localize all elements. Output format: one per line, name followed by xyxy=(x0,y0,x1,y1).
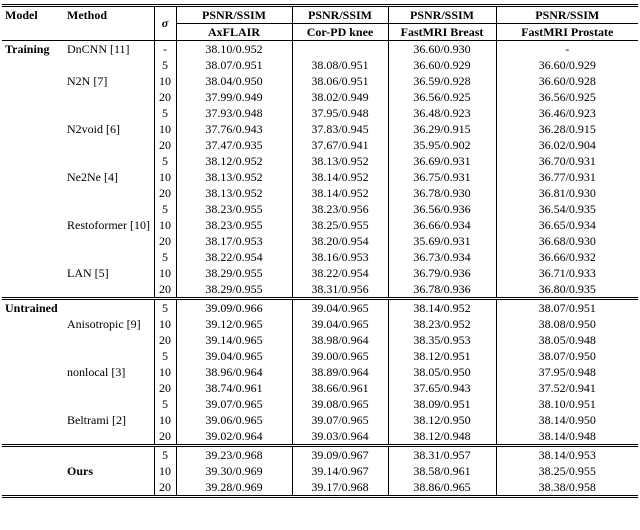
psnr-ssim-value: 38.10/0.952 xyxy=(176,41,292,58)
psnr-ssim-value: 38.31/0.957 xyxy=(388,446,496,464)
psnr-ssim-value: 38.16/0.953 xyxy=(292,249,388,265)
psnr-ssim-value: 36.60/0.930 xyxy=(388,41,496,58)
model-label xyxy=(2,233,64,249)
psnr-ssim-value: 37.95/0.948 xyxy=(538,364,596,379)
psnr-ssim-value: 39.03/0.964 xyxy=(292,428,388,446)
psnr-ssim-value: 36.66/0.934 xyxy=(388,217,496,233)
sigma-value: 20 xyxy=(154,479,176,497)
psnr-ssim-value: 38.98/0.964 xyxy=(292,332,388,348)
psnr-ssim-value: 38.13/0.952 xyxy=(176,185,292,201)
table-row xyxy=(2,479,638,497)
psnr-ssim-value: 38.29/0.955 xyxy=(176,281,292,299)
model-label xyxy=(2,121,64,137)
psnr-ssim-value: 38.20/0.954 xyxy=(292,233,388,249)
psnr-ssim-value: 36.65/0.934 xyxy=(538,217,596,232)
table-row xyxy=(2,233,638,249)
psnr-ssim-value: 39.14/0.967 xyxy=(292,463,388,479)
psnr-ssim-value: 36.54/0.935 xyxy=(538,201,596,216)
table-row xyxy=(2,332,638,348)
psnr-ssim-value: 38.14/0.948 xyxy=(538,428,596,443)
psnr-ssim-value: 36.69/0.931 xyxy=(388,153,496,169)
psnr-ssim-value: 36.60/0.929 xyxy=(538,57,596,72)
method-label: Ne2Ne [4] xyxy=(67,169,118,184)
sigma-value: 10 xyxy=(154,217,176,233)
method-label: DnCNN [11] xyxy=(67,41,130,56)
model-label xyxy=(2,185,64,201)
psnr-ssim-value: 36.66/0.932 xyxy=(538,249,596,264)
method-label xyxy=(64,479,154,497)
sigma-value: 20 xyxy=(154,380,176,396)
table-row xyxy=(2,201,638,217)
psnr-ssim-value: 38.08/0.950 xyxy=(538,316,596,331)
method-label: LAN [5] xyxy=(67,265,109,280)
model-label xyxy=(2,316,64,332)
method-label: Ours xyxy=(67,463,94,478)
psnr-ssim-value: 36.70/0.931 xyxy=(538,153,596,168)
model-label xyxy=(2,249,64,265)
psnr-ssim-value: 38.14/0.952 xyxy=(292,185,388,201)
psnr-ssim-value: 39.14/0.965 xyxy=(176,332,292,348)
psnr-ssim-value: 37.65/0.943 xyxy=(388,380,496,396)
model-label xyxy=(2,57,64,73)
table-row xyxy=(2,121,638,137)
psnr-ssim-value: 38.14/0.952 xyxy=(292,169,388,185)
sigma-value: 10 xyxy=(154,73,176,89)
sigma-value: 20 xyxy=(154,281,176,299)
psnr-ssim-value: 39.07/0.965 xyxy=(292,412,388,428)
col-header-sigma: σ xyxy=(154,6,176,41)
psnr-ssim-value: 38.25/0.955 xyxy=(538,463,596,478)
psnr-ssim-value: 36.29/0.915 xyxy=(388,121,496,137)
method-label xyxy=(64,105,154,121)
method-label xyxy=(64,185,154,201)
model-label xyxy=(2,73,64,89)
psnr-ssim-value: 38.14/0.953 xyxy=(538,447,596,462)
psnr-ssim-value: 38.35/0.953 xyxy=(388,332,496,348)
table-row xyxy=(2,316,638,332)
sigma-value: 20 xyxy=(154,137,176,153)
table-row xyxy=(2,41,638,58)
psnr-ssim-value: 36.60/0.929 xyxy=(388,57,496,73)
psnr-ssim-value: 39.09/0.967 xyxy=(292,446,388,464)
model-label xyxy=(2,428,64,446)
psnr-ssim-value: 39.06/0.965 xyxy=(176,412,292,428)
model-label xyxy=(2,348,64,364)
sigma-value: 10 xyxy=(154,316,176,332)
model-label xyxy=(2,105,64,121)
method-label: N2N [7] xyxy=(67,73,108,88)
col-header-model: Model xyxy=(5,7,38,22)
psnr-ssim-value: 36.46/0.923 xyxy=(538,105,596,120)
dataset-header-fastmri-prostate: FastMRI Prostate xyxy=(521,24,614,39)
psnr-ssim-value: 39.04/0.965 xyxy=(292,299,388,317)
psnr-ssim-value: 38.29/0.955 xyxy=(176,265,292,281)
method-label xyxy=(64,201,154,217)
psnr-ssim-value: 38.66/0.961 xyxy=(292,380,388,396)
psnr-ssim-value: 38.04/0.950 xyxy=(176,73,292,89)
model-label xyxy=(2,217,64,233)
psnr-ssim-value: 38.12/0.950 xyxy=(388,412,496,428)
header-row-metrics xyxy=(2,6,638,24)
psnr-ssim-value: 38.86/0.965 xyxy=(388,479,496,497)
method-label: Restoformer [10] xyxy=(67,217,150,232)
psnr-ssim-value: 38.89/0.964 xyxy=(292,364,388,380)
psnr-ssim-value: 36.56/0.925 xyxy=(538,89,596,104)
psnr-ssim-value: 36.02/0.904 xyxy=(538,137,596,152)
sigma-value: 20 xyxy=(154,185,176,201)
model-label xyxy=(2,169,64,185)
psnr-ssim-value: 37.67/0.941 xyxy=(292,137,388,153)
model-label: Untrained xyxy=(5,300,58,315)
psnr-ssim-value: 39.28/0.969 xyxy=(176,479,292,497)
sigma-value: 10 xyxy=(154,463,176,479)
model-label xyxy=(2,412,64,428)
psnr-ssim-value: 38.96/0.964 xyxy=(176,364,292,380)
psnr-ssim-value: 36.77/0.931 xyxy=(538,169,596,184)
sigma-value: 20 xyxy=(154,332,176,348)
psnr-ssim-value: 38.08/0.951 xyxy=(292,57,388,73)
method-label xyxy=(64,348,154,364)
sigma-value: 10 xyxy=(154,169,176,185)
psnr-ssim-value xyxy=(292,41,388,58)
sigma-value: 20 xyxy=(154,428,176,446)
psnr-ssim-value: 39.17/0.968 xyxy=(292,479,388,497)
results-table xyxy=(2,4,638,498)
model-label xyxy=(2,201,64,217)
sigma-value: 5 xyxy=(154,396,176,412)
table-row xyxy=(2,348,638,364)
psnr-ssim-value: 38.58/0.961 xyxy=(388,463,496,479)
sigma-value: 10 xyxy=(154,412,176,428)
psnr-ssim-value: 39.07/0.965 xyxy=(176,396,292,412)
psnr-ssim-value: 39.12/0.965 xyxy=(176,316,292,332)
method-label xyxy=(64,249,154,265)
table-row xyxy=(2,396,638,412)
psnr-ssim-value: 37.93/0.948 xyxy=(176,105,292,121)
model-label xyxy=(2,479,64,497)
method-label xyxy=(64,89,154,105)
table-row xyxy=(2,412,638,428)
table-row xyxy=(2,89,638,105)
psnr-ssim-value: 39.09/0.966 xyxy=(176,299,292,317)
table-row xyxy=(2,299,638,317)
model-label xyxy=(2,89,64,105)
table-row xyxy=(2,364,638,380)
psnr-ssim-value: 38.23/0.956 xyxy=(292,201,388,217)
table-row xyxy=(2,249,638,265)
method-label: nonlocal [3] xyxy=(67,364,126,379)
col-header-psnr-ssim-corpd: PSNR/SSIM xyxy=(292,6,388,24)
psnr-ssim-value: 35.69/0.931 xyxy=(388,233,496,249)
psnr-ssim-value: 36.71/0.933 xyxy=(538,265,596,280)
method-label xyxy=(64,299,154,317)
method-label: Beltrami [2] xyxy=(67,412,126,427)
psnr-ssim-value: 39.04/0.965 xyxy=(176,348,292,364)
method-label xyxy=(64,380,154,396)
psnr-ssim-value: 38.09/0.951 xyxy=(388,396,496,412)
method-label xyxy=(64,137,154,153)
psnr-ssim-value: 39.23/0.968 xyxy=(176,446,292,464)
psnr-ssim-value: 38.12/0.951 xyxy=(388,348,496,364)
method-label xyxy=(64,332,154,348)
psnr-ssim-value: - xyxy=(565,41,570,56)
sigma-value: 5 xyxy=(154,299,176,317)
sigma-value: 5 xyxy=(154,57,176,73)
psnr-ssim-value: 39.08/0.965 xyxy=(292,396,388,412)
model-label xyxy=(2,396,64,412)
sigma-value: 5 xyxy=(154,446,176,464)
psnr-ssim-value: 38.13/0.952 xyxy=(176,169,292,185)
sigma-value: 20 xyxy=(154,89,176,105)
psnr-ssim-value: 37.52/0.941 xyxy=(538,380,596,395)
psnr-ssim-value: 38.13/0.952 xyxy=(292,153,388,169)
section-ours xyxy=(2,446,638,497)
psnr-ssim-value: 36.56/0.925 xyxy=(388,89,496,105)
dataset-header-fastmri-breast: FastMRI Breast xyxy=(388,24,496,41)
dataset-header-axflair: AxFLAIR xyxy=(176,24,292,41)
model-label xyxy=(2,281,64,299)
table-row xyxy=(2,153,638,169)
dataset-header-corpd-knee: Cor-PD knee xyxy=(292,24,388,41)
psnr-ssim-value: 38.10/0.951 xyxy=(538,396,596,411)
method-label xyxy=(64,281,154,299)
method-label xyxy=(64,233,154,249)
table-row xyxy=(2,137,638,153)
sigma-value: 20 xyxy=(154,233,176,249)
psnr-ssim-value: 38.07/0.951 xyxy=(176,57,292,73)
col-header-method: Method xyxy=(67,7,107,22)
model-label xyxy=(2,446,64,464)
psnr-ssim-value: 38.23/0.952 xyxy=(388,316,496,332)
col-header-psnr-ssim-breast: PSNR/SSIM xyxy=(388,6,496,24)
psnr-ssim-value: 38.31/0.956 xyxy=(292,281,388,299)
sigma-value: 10 xyxy=(154,121,176,137)
psnr-ssim-value: 36.78/0.930 xyxy=(388,185,496,201)
sigma-value: 5 xyxy=(154,348,176,364)
table-row xyxy=(2,446,638,464)
method-label xyxy=(64,396,154,412)
psnr-ssim-value: 37.47/0.935 xyxy=(176,137,292,153)
table-row xyxy=(2,57,638,73)
psnr-ssim-value: 38.06/0.951 xyxy=(292,73,388,89)
table-row xyxy=(2,281,638,299)
model-label xyxy=(2,463,64,479)
psnr-ssim-value: 38.23/0.955 xyxy=(176,201,292,217)
psnr-ssim-value: 38.23/0.955 xyxy=(176,217,292,233)
table-row xyxy=(2,169,638,185)
psnr-ssim-value: 36.75/0.931 xyxy=(388,169,496,185)
sigma-value: 5 xyxy=(154,201,176,217)
table-row xyxy=(2,105,638,121)
method-label: Anisotropic [9] xyxy=(67,316,141,331)
psnr-ssim-value: 39.00/0.965 xyxy=(292,348,388,364)
sigma-value: 5 xyxy=(154,153,176,169)
psnr-ssim-value: 38.07/0.951 xyxy=(538,300,596,315)
table-header xyxy=(2,6,638,41)
sigma-value: 5 xyxy=(154,105,176,121)
model-label xyxy=(2,137,64,153)
psnr-ssim-value: 35.95/0.902 xyxy=(388,137,496,153)
col-header-psnr-ssim-prostate: PSNR/SSIM xyxy=(496,6,638,24)
psnr-ssim-value: 38.12/0.948 xyxy=(388,428,496,446)
psnr-ssim-value: 38.22/0.954 xyxy=(292,265,388,281)
model-label: Training xyxy=(5,41,50,56)
psnr-ssim-value: 38.12/0.952 xyxy=(176,153,292,169)
model-label xyxy=(2,265,64,281)
model-label xyxy=(2,153,64,169)
table-row xyxy=(2,73,638,89)
psnr-ssim-value: 36.68/0.930 xyxy=(538,233,596,248)
psnr-ssim-value: 37.99/0.949 xyxy=(176,89,292,105)
psnr-ssim-value: 38.14/0.952 xyxy=(388,299,496,317)
table-row xyxy=(2,463,638,479)
psnr-ssim-value: 38.38/0.958 xyxy=(538,479,596,494)
psnr-ssim-value: 36.56/0.936 xyxy=(388,201,496,217)
psnr-ssim-value: 38.22/0.954 xyxy=(176,249,292,265)
table-row xyxy=(2,217,638,233)
sigma-value: 10 xyxy=(154,364,176,380)
sigma-value: - xyxy=(154,41,176,58)
psnr-ssim-value: 38.25/0.955 xyxy=(292,217,388,233)
psnr-ssim-value: 37.76/0.943 xyxy=(176,121,292,137)
table-row xyxy=(2,380,638,396)
psnr-ssim-value: 37.95/0.948 xyxy=(292,105,388,121)
psnr-ssim-value: 37.83/0.945 xyxy=(292,121,388,137)
psnr-ssim-value: 36.78/0.936 xyxy=(388,281,496,299)
psnr-ssim-value: 36.79/0.936 xyxy=(388,265,496,281)
psnr-ssim-value: 36.60/0.928 xyxy=(538,73,596,88)
psnr-ssim-value: 38.07/0.950 xyxy=(538,348,596,363)
psnr-ssim-value: 38.74/0.961 xyxy=(176,380,292,396)
method-label: N2void [6] xyxy=(67,121,120,136)
psnr-ssim-value: 36.73/0.934 xyxy=(388,249,496,265)
psnr-ssim-value: 39.02/0.964 xyxy=(176,428,292,446)
psnr-ssim-value: 36.80/0.935 xyxy=(538,281,596,296)
psnr-ssim-value: 36.59/0.928 xyxy=(388,73,496,89)
psnr-ssim-value: 36.48/0.923 xyxy=(388,105,496,121)
psnr-ssim-value: 36.81/0.930 xyxy=(538,185,596,200)
method-label xyxy=(64,57,154,73)
model-label xyxy=(2,380,64,396)
psnr-ssim-value: 39.30/0.969 xyxy=(176,463,292,479)
psnr-ssim-value: 38.17/0.953 xyxy=(176,233,292,249)
psnr-ssim-value: 36.28/0.915 xyxy=(538,121,596,136)
section-training xyxy=(2,41,638,299)
method-label xyxy=(64,428,154,446)
psnr-ssim-value: 38.05/0.950 xyxy=(388,364,496,380)
model-label xyxy=(2,332,64,348)
method-label xyxy=(64,446,154,464)
sigma-value: 5 xyxy=(154,249,176,265)
psnr-ssim-value: 38.14/0.950 xyxy=(538,412,596,427)
table-row xyxy=(2,428,638,446)
psnr-ssim-value: 39.04/0.965 xyxy=(292,316,388,332)
sigma-value: 10 xyxy=(154,265,176,281)
psnr-ssim-value: 38.02/0.949 xyxy=(292,89,388,105)
section-untrained xyxy=(2,299,638,446)
model-label xyxy=(2,364,64,380)
col-header-psnr-ssim-axflair: PSNR/SSIM xyxy=(176,6,292,24)
method-label xyxy=(64,153,154,169)
table-row xyxy=(2,265,638,281)
table-row xyxy=(2,185,638,201)
psnr-ssim-value: 38.05/0.948 xyxy=(538,332,596,347)
